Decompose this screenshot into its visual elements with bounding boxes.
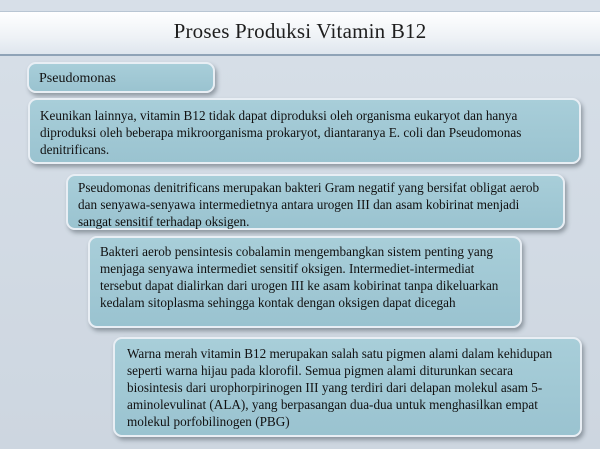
paragraph-2: Pseudomonas denitrificans merupakan bakteri Gram negatif yang bersifat obligat aerob dan senyawa-senyawa intermedietnya antara urogen III dan asam kobirinat menjadi sangat sensitif terhadap oksigen. bbox=[78, 180, 540, 229]
text-box-1 bbox=[28, 98, 581, 164]
label-box bbox=[27, 62, 215, 93]
paragraph-4: Warna merah vitamin B12 merupakan salah satu pigmen alami dalam kehidupan seperti warna hijau pada klorofil. Semua pigmen alami diturunkan secara biosintesis dari urophorpirinogen III yang terdiri dari delapan molekul asam 5-aminolevulinat (ALA), yang berpasangan dua-dua untuk menghasilkan empat molekul porfobilinogen (PBG) bbox=[127, 346, 553, 429]
text-box-3 bbox=[88, 236, 522, 328]
slide-title: Proses Produksi Vitamin B12 bbox=[173, 19, 427, 43]
paragraph-3: Bakteri aerob pensintesis cobalamin mengembangkan sistem penting yang menjaga senyawa intermediet sensitif oksigen. Intermediet-intermediat tersebut dapat dialirkan dari urogen III ke asam kobirinat tanpa dikeluarkan kedalam sitoplasma sehingga kontak dengan oksigen dapat dicegah bbox=[100, 244, 499, 310]
label-text: Pseudomonas bbox=[39, 71, 116, 86]
text-box-4 bbox=[113, 337, 582, 437]
paragraph-1: Keunikan lainnya, vitamin B12 tidak dapat diproduksi oleh organisma eukaryot dan hanya diproduksi oleh beberapa mikroorganisma prokaryot, diantaranya E. coli dan Pseudomonas denitrificans. bbox=[40, 108, 522, 157]
text-box-2 bbox=[66, 174, 565, 230]
